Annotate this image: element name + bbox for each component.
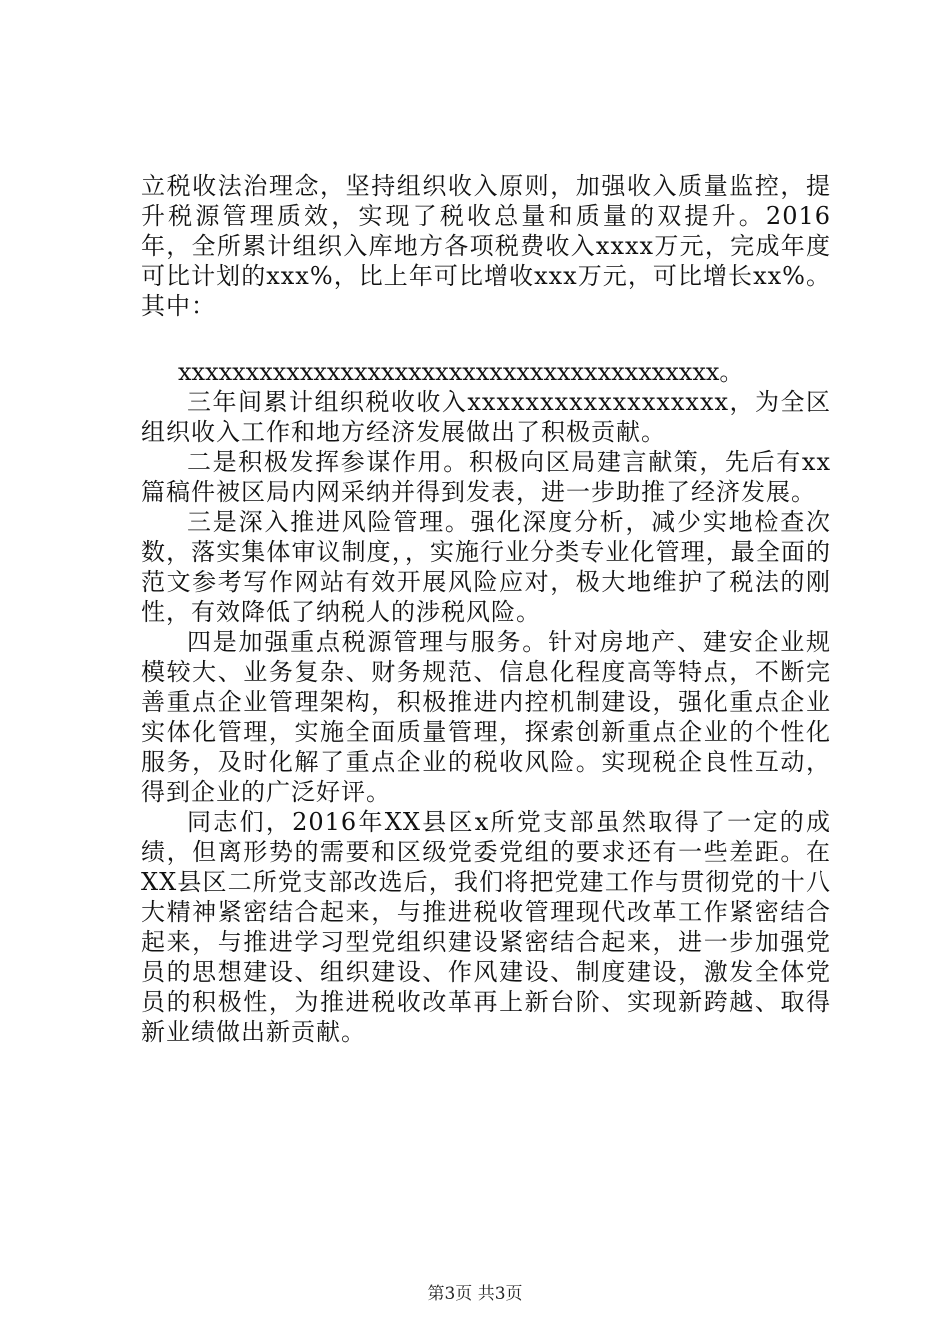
body-text [141, 171, 831, 1047]
paragraph-closing: 同志们，2016年XX县区x所党支部虽然取得了一定的成绩，但离形势的需要和区级党委党组的要求还有一些差距。在XX县区二所党支部改选后，我们将把党建工作与贯彻党的十八大精神紧密结合起来，与推进税收管理现代改革工作紧密结合起来，与推进学习型党组织建设紧密结合起来，进一步加强党员的思想建设、组织建设、作风建设、制度建设，激发全体党员的积极性，为推进税收改革再上新台阶、实现新跨越、取得新业绩做出新贡献。 [141, 808, 831, 1046]
page-footer: 第3页 共3页 [427, 1284, 523, 1304]
paragraph-key-tax-sources: 四是加强重点税源管理与服务。针对房地产、建安企业规模较大、业务复杂、财务规范、信息化程度高等特点，不断完善重点企业管理架构，积极推进内控机制建设，强化重点企业实体化管理，实施全面质量管理，探索创新重点企业的个性化服务，及时化解了重点企业的税收风险。实现税企良性互动，得到企业的广泛好评。 [141, 628, 831, 806]
placeholder-line: xxxxxxxxxxxxxxxxxxxxxxxxxxxxxxxxxxxxxxxx。 [178, 358, 744, 386]
paragraph-gap [141, 321, 831, 357]
paragraph-continuation: 立税收法治理念，坚持组织收入原则，加强收入质量监控，提升税源管理质效，实现了税收总量和质量的双提升。2016年，全所累计组织入库地方各项税费收入xxxx万元，完成年度可比计划的xxx%，比上年可比增收xxx万元，可比增长xx%。其中： [141, 172, 831, 320]
paragraph-advisory-role: 二是积极发挥参谋作用。积极向区局建言献策，先后有xx篇稿件被区局内网采纳并得到发表，进一步助推了经济发展。 [141, 448, 831, 506]
paragraph-three-year-revenue: 三年间累计组织税收收入xxxxxxxxxxxxxxxxxx，为全区组织收入工作和地方经济发展做出了积极贡献。 [141, 388, 831, 446]
paragraph-risk-management: 三是深入推进风险管理。强化深度分析，减少实地检查次数，落实集体审议制度，，实施行业分类专业化管理，最全面的范文参考写作网站有效开展风险应对，极大地维护了税法的刚性，有效降低了纳税人的涉税风险。 [141, 508, 831, 626]
